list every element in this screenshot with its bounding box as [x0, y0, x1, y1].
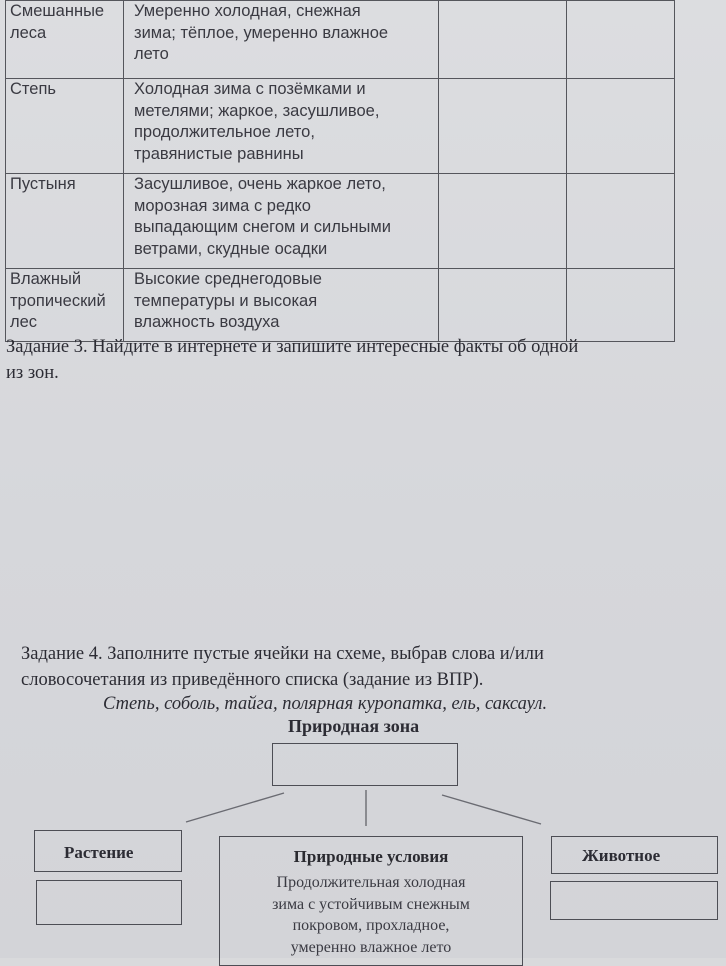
- task-4-line-1: Задание 4. Заполните пустые ячейки на схеме, выбрав слова и/или: [21, 644, 544, 664]
- plant-empty-box[interactable]: [36, 880, 182, 925]
- empty-answer-cell[interactable]: [567, 174, 675, 269]
- conditions-title: Природные условия: [293, 847, 449, 866]
- empty-answer-cell[interactable]: [567, 1, 675, 79]
- task-3-line-2: из зон.: [6, 363, 59, 383]
- table-row: [6, 269, 675, 342]
- empty-answer-cell[interactable]: [439, 174, 567, 269]
- empty-answer-cell[interactable]: [567, 269, 675, 342]
- zone-name-cell: Пустыня: [6, 174, 124, 269]
- word-list: Степь, соболь, тайга, полярная куропатка, ель, саксаул.: [103, 694, 548, 714]
- conditions-text: Продолжительная холодная зима с устойчивым снежным покровом, прохладное, умеренно влажное лето: [272, 874, 470, 956]
- table-row: [6, 174, 675, 269]
- table-row: [6, 1, 675, 79]
- zone-name-cell: Влажный тропический лес: [6, 269, 124, 342]
- zone-description-cell: Высокие среднегодовые температуры и высокая влажность воздуха: [124, 269, 439, 342]
- plant-label: Растение: [64, 843, 134, 862]
- natural-zone-empty-box[interactable]: [272, 743, 458, 786]
- natural-conditions-box: [219, 836, 523, 966]
- task-4-line-2: словосочетания из приведённого списка (задание из ВПР).: [21, 670, 484, 690]
- zone-description-cell: Умеренно холодная, снежная зима; тёплое, умеренно влажное лето: [124, 1, 439, 79]
- zone-description-cell: Холодная зима с позёмками и метелями; жаркое, засушливое, продолжительное лето, травянистые равнины: [124, 79, 439, 174]
- diagram-title: Природная зона: [288, 716, 420, 736]
- table-row: [6, 79, 675, 174]
- task-4-text: [21, 641, 544, 693]
- animal-empty-box[interactable]: [550, 881, 718, 920]
- zone-name-cell: Смешанные леса: [6, 1, 124, 79]
- empty-answer-cell[interactable]: [439, 269, 567, 342]
- animal-label: Животное: [582, 846, 661, 865]
- task-3-text: [6, 334, 578, 386]
- natural-zones-table: [5, 0, 675, 342]
- zone-name-cell: Степь: [6, 79, 124, 174]
- zone-description-cell: Засушливое, очень жаркое лето, морозная зима с редко выпадающим снегом и сильными ветрами, скудные осадки: [124, 174, 439, 269]
- empty-answer-cell[interactable]: [439, 79, 567, 174]
- empty-answer-cell[interactable]: [567, 79, 675, 174]
- empty-answer-cell[interactable]: [439, 1, 567, 79]
- task-3-line-1: Задание 3. Найдите в интернете и запишите интересные факты об одной: [6, 337, 579, 357]
